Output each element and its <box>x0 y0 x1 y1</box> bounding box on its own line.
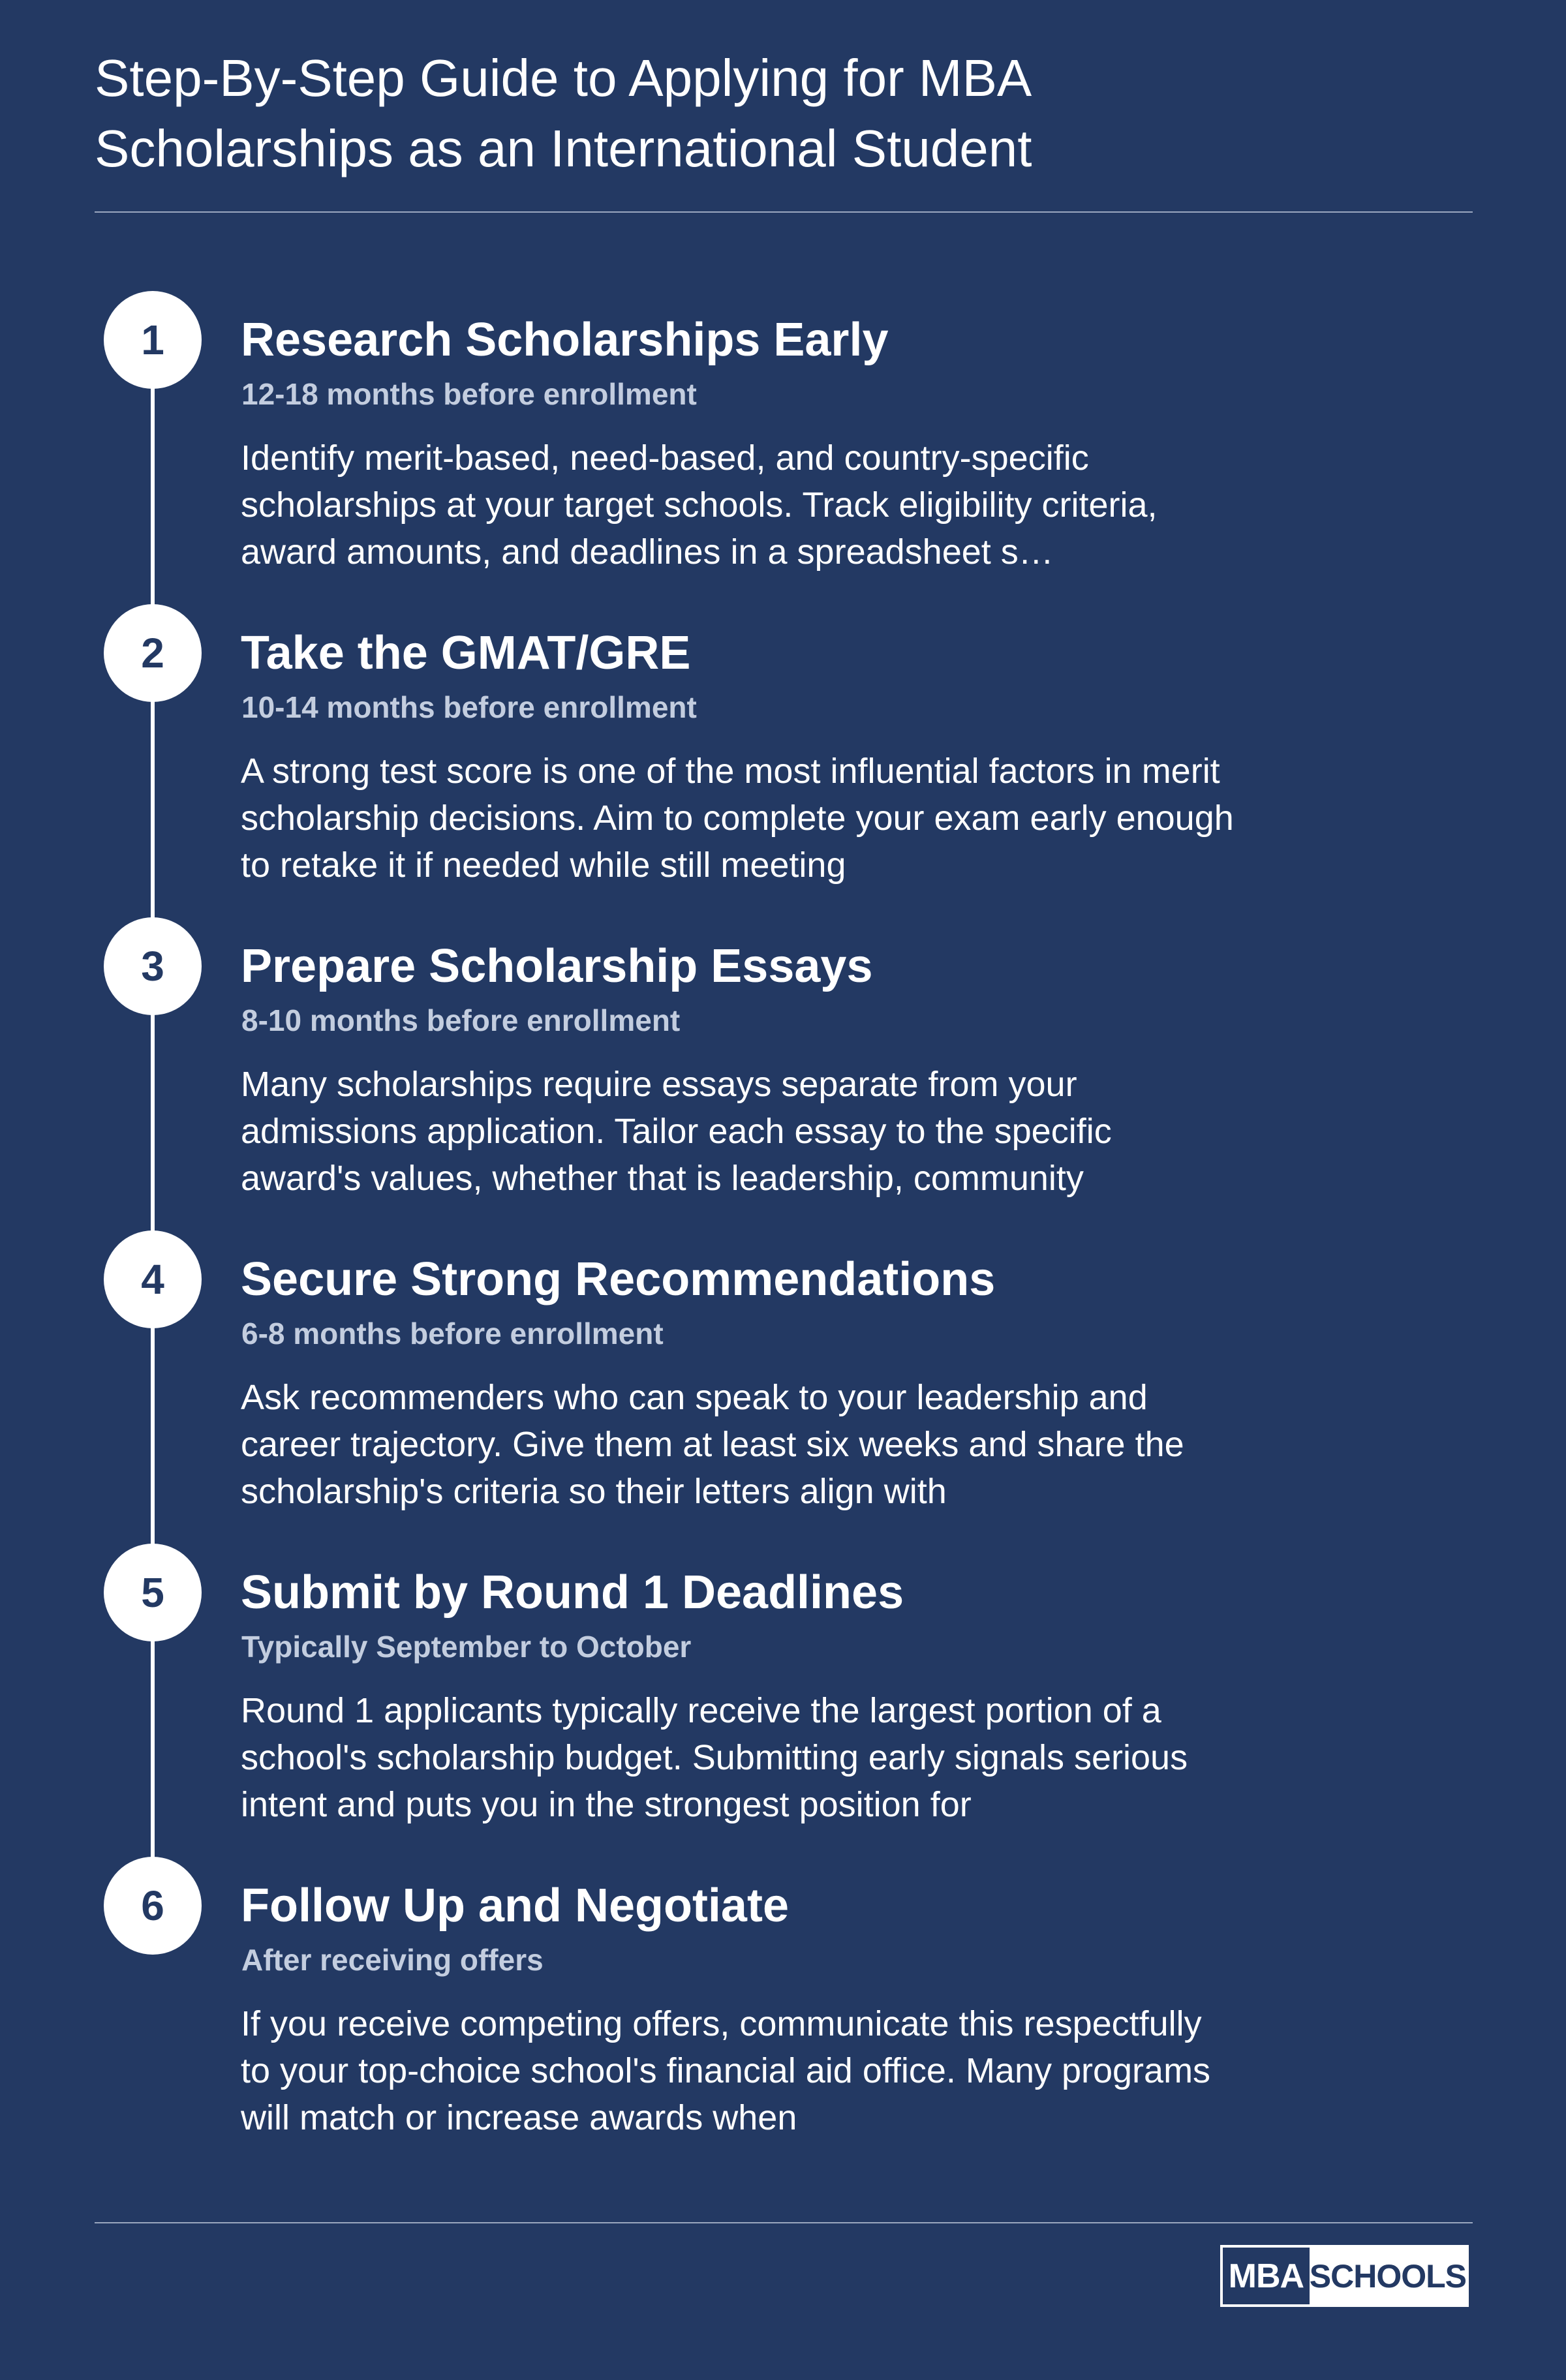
step-description: A strong test score is one of the most influential factors in merit scholarship decisions. Aim to complete your exam early enough to retake it if needed while still meeting <box>241 752 1234 885</box>
step-3 <box>0 917 1566 1204</box>
step-title: Submit by Round 1 Deadlines <box>241 1566 904 1619</box>
step-title: Take the GMAT/GRE <box>241 627 691 679</box>
step-title: Follow Up and Negotiate <box>241 1880 789 1932</box>
step-title: Secure Strong Recommendations <box>241 1253 996 1305</box>
step-number-badge: 4 <box>104 1230 202 1328</box>
step-number-badge: 1 <box>104 291 202 389</box>
top-divider <box>95 211 1473 213</box>
step-description: Identify merit-based, need-based, and country-specific scholarships at your target schools. Track eligibility criteria, award amounts, and deadlines in a spreadsheet s… <box>241 438 1158 572</box>
step-1 <box>0 291 1566 578</box>
step-timing: 6-8 months before enrollment <box>241 1317 664 1350</box>
mba-schools-logo <box>1220 2245 1469 2307</box>
step-timing: After receiving offers <box>241 1943 544 1977</box>
logo-schools-text: SCHOOLS <box>1310 2248 1466 2304</box>
step-5 <box>0 1544 1566 1831</box>
step-number-badge: 3 <box>104 917 202 1015</box>
step-timing: Typically September to October <box>241 1630 692 1664</box>
step-title: Research Scholarships Early <box>241 314 889 366</box>
logo-mba-text: MBA <box>1223 2248 1310 2304</box>
step-description: Ask recommenders who can speak to your leadership and career trajectory. Give them at least six weeks and share the scholarship's criteria so their letters align with <box>241 1378 1184 1511</box>
page-title <box>95 43 1400 184</box>
step-timing: 10-14 months before enrollment <box>241 690 697 724</box>
step-number-badge: 5 <box>104 1544 202 1641</box>
bottom-divider <box>95 2222 1473 2223</box>
step-2 <box>0 604 1566 891</box>
page-title-line-1: Step-By-Step Guide to Applying for MBA <box>95 49 1032 107</box>
step-number-badge: 2 <box>104 604 202 702</box>
step-description: Round 1 applicants typically receive the largest portion of a school's scholarship budget. Submitting early signals serious intent and puts you in the strongest position for <box>241 1691 1188 1824</box>
step-description: Many scholarships require essays separate from your admissions application. Tailor each essay to the specific award's values, whether that is leadership, community <box>241 1065 1112 1198</box>
step-description: If you receive competing offers, communicate this respectfully to your top-choice school's financial aid office. Many programs will match or increase awards when <box>241 2004 1211 2137</box>
step-4 <box>0 1230 1566 1518</box>
step-title: Prepare Scholarship Essays <box>241 940 873 992</box>
page-title-line-2: Scholarships as an International Student <box>95 119 1032 177</box>
step-timing: 8-10 months before enrollment <box>241 1003 681 1037</box>
step-timing: 12-18 months before enrollment <box>241 377 697 411</box>
step-number-badge: 6 <box>104 1857 202 1955</box>
step-6 <box>0 1857 1566 2144</box>
